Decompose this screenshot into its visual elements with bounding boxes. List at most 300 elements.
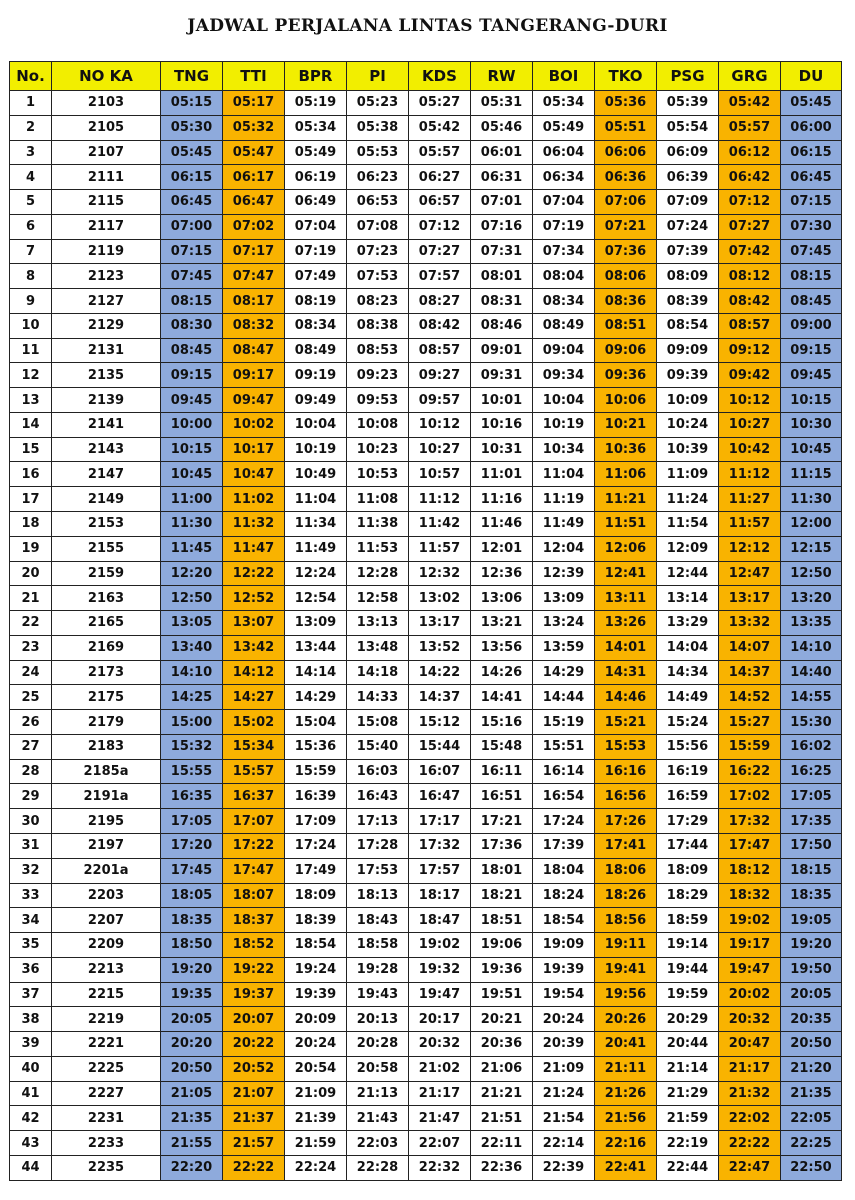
cell-boi: 13:09: [533, 586, 595, 611]
column-header-noka: NO KA: [52, 62, 161, 91]
table-row: [10, 685, 842, 710]
cell-kds: 08:42: [409, 313, 471, 338]
cell-grg: 05:57: [719, 115, 781, 140]
cell-noka: 2207: [52, 908, 161, 933]
cell-pi: 18:13: [347, 883, 409, 908]
cell-psg: 12:44: [657, 561, 719, 586]
cell-grg: 08:12: [719, 264, 781, 289]
cell-pi: 08:53: [347, 338, 409, 363]
cell-tti: 10:47: [223, 462, 285, 487]
cell-boi: 10:19: [533, 412, 595, 437]
cell-pi: 17:53: [347, 858, 409, 883]
cell-tng: 09:15: [161, 363, 223, 388]
cell-tti: 07:17: [223, 239, 285, 264]
cell-tti: 05:17: [223, 91, 285, 116]
cell-tko: 18:56: [595, 908, 657, 933]
cell-grg: 20:02: [719, 982, 781, 1007]
cell-rw: 09:01: [471, 338, 533, 363]
cell-no: 25: [10, 685, 52, 710]
table-row: [10, 140, 842, 165]
table-row: [10, 412, 842, 437]
cell-grg: 20:47: [719, 1032, 781, 1057]
cell-tng: 15:32: [161, 734, 223, 759]
cell-rw: 13:56: [471, 635, 533, 660]
cell-tng: 18:50: [161, 933, 223, 958]
cell-du: 17:50: [781, 833, 842, 858]
cell-no: 24: [10, 660, 52, 685]
cell-du: 19:20: [781, 933, 842, 958]
cell-noka: 2155: [52, 536, 161, 561]
cell-kds: 16:07: [409, 759, 471, 784]
cell-grg: 12:12: [719, 536, 781, 561]
cell-tti: 20:22: [223, 1032, 285, 1057]
cell-rw: 20:21: [471, 1007, 533, 1032]
cell-boi: 10:04: [533, 388, 595, 413]
cell-psg: 17:29: [657, 809, 719, 834]
cell-du: 21:20: [781, 1056, 842, 1081]
cell-rw: 07:16: [471, 214, 533, 239]
cell-bpr: 15:59: [285, 759, 347, 784]
cell-boi: 08:34: [533, 289, 595, 314]
cell-tti: 15:02: [223, 710, 285, 735]
cell-kds: 15:12: [409, 710, 471, 735]
cell-no: 27: [10, 734, 52, 759]
cell-bpr: 13:44: [285, 635, 347, 660]
cell-noka: 2221: [52, 1032, 161, 1057]
cell-noka: 2127: [52, 289, 161, 314]
cell-kds: 16:47: [409, 784, 471, 809]
cell-bpr: 11:34: [285, 512, 347, 537]
cell-psg: 19:14: [657, 933, 719, 958]
cell-boi: 19:39: [533, 957, 595, 982]
cell-noka: 2183: [52, 734, 161, 759]
cell-rw: 09:31: [471, 363, 533, 388]
cell-boi: 19:54: [533, 982, 595, 1007]
cell-psg: 07:24: [657, 214, 719, 239]
cell-psg: 09:09: [657, 338, 719, 363]
cell-grg: 19:02: [719, 908, 781, 933]
cell-pi: 20:13: [347, 1007, 409, 1032]
cell-tko: 20:41: [595, 1032, 657, 1057]
table-row: [10, 1032, 842, 1057]
column-header-no: No.: [10, 62, 52, 91]
cell-no: 30: [10, 809, 52, 834]
cell-tng: 15:00: [161, 710, 223, 735]
cell-psg: 21:59: [657, 1106, 719, 1131]
cell-tti: 20:07: [223, 1007, 285, 1032]
cell-rw: 16:11: [471, 759, 533, 784]
cell-bpr: 05:34: [285, 115, 347, 140]
cell-tti: 17:47: [223, 858, 285, 883]
table-body: [10, 91, 842, 1181]
cell-du: 07:45: [781, 239, 842, 264]
cell-tng: 08:30: [161, 313, 223, 338]
cell-tti: 12:52: [223, 586, 285, 611]
cell-boi: 17:39: [533, 833, 595, 858]
cell-grg: 22:47: [719, 1155, 781, 1180]
table-row: [10, 214, 842, 239]
cell-psg: 06:39: [657, 165, 719, 190]
cell-du: 22:05: [781, 1106, 842, 1131]
cell-psg: 19:44: [657, 957, 719, 982]
cell-noka: 2129: [52, 313, 161, 338]
cell-boi: 12:04: [533, 536, 595, 561]
cell-tng: 11:00: [161, 487, 223, 512]
cell-noka: 2209: [52, 933, 161, 958]
cell-noka: 2173: [52, 660, 161, 685]
cell-tng: 05:15: [161, 91, 223, 116]
cell-psg: 16:59: [657, 784, 719, 809]
cell-pi: 15:40: [347, 734, 409, 759]
table-row: [10, 512, 842, 537]
cell-tti: 13:07: [223, 611, 285, 636]
cell-pi: 22:03: [347, 1131, 409, 1156]
column-header-grg: GRG: [719, 62, 781, 91]
table-row: [10, 1106, 842, 1131]
cell-noka: 2213: [52, 957, 161, 982]
cell-noka: 2203: [52, 883, 161, 908]
cell-tng: 13:05: [161, 611, 223, 636]
cell-rw: 17:21: [471, 809, 533, 834]
table-row: [10, 115, 842, 140]
cell-noka: 2103: [52, 91, 161, 116]
cell-no: 1: [10, 91, 52, 116]
cell-pi: 06:23: [347, 165, 409, 190]
cell-rw: 10:31: [471, 437, 533, 462]
cell-tko: 17:26: [595, 809, 657, 834]
cell-tng: 14:10: [161, 660, 223, 685]
cell-rw: 11:16: [471, 487, 533, 512]
cell-kds: 17:57: [409, 858, 471, 883]
cell-grg: 06:12: [719, 140, 781, 165]
cell-du: 11:15: [781, 462, 842, 487]
cell-pi: 17:28: [347, 833, 409, 858]
cell-tko: 08:51: [595, 313, 657, 338]
cell-du: 13:20: [781, 586, 842, 611]
cell-du: 20:50: [781, 1032, 842, 1057]
cell-pi: 11:38: [347, 512, 409, 537]
cell-tti: 17:22: [223, 833, 285, 858]
cell-bpr: 12:54: [285, 586, 347, 611]
cell-du: 16:25: [781, 759, 842, 784]
cell-boi: 17:24: [533, 809, 595, 834]
cell-noka: 2175: [52, 685, 161, 710]
table-row: [10, 809, 842, 834]
cell-du: 12:50: [781, 561, 842, 586]
cell-noka: 2147: [52, 462, 161, 487]
cell-boi: 11:04: [533, 462, 595, 487]
cell-noka: 2123: [52, 264, 161, 289]
cell-grg: 10:42: [719, 437, 781, 462]
cell-rw: 21:06: [471, 1056, 533, 1081]
cell-noka: 2197: [52, 833, 161, 858]
cell-kds: 22:32: [409, 1155, 471, 1180]
cell-boi: 06:04: [533, 140, 595, 165]
cell-pi: 20:58: [347, 1056, 409, 1081]
cell-no: 11: [10, 338, 52, 363]
cell-pi: 13:13: [347, 611, 409, 636]
cell-tng: 20:20: [161, 1032, 223, 1057]
cell-grg: 21:17: [719, 1056, 781, 1081]
cell-noka: 2149: [52, 487, 161, 512]
cell-bpr: 10:04: [285, 412, 347, 437]
table-row: [10, 660, 842, 685]
cell-bpr: 22:24: [285, 1155, 347, 1180]
cell-pi: 10:08: [347, 412, 409, 437]
cell-pi: 12:28: [347, 561, 409, 586]
cell-no: 5: [10, 190, 52, 215]
cell-boi: 20:39: [533, 1032, 595, 1057]
cell-bpr: 12:24: [285, 561, 347, 586]
table-row: [10, 338, 842, 363]
cell-tng: 19:20: [161, 957, 223, 982]
cell-boi: 18:54: [533, 908, 595, 933]
cell-psg: 15:24: [657, 710, 719, 735]
cell-grg: 22:02: [719, 1106, 781, 1131]
cell-grg: 05:42: [719, 91, 781, 116]
cell-boi: 20:24: [533, 1007, 595, 1032]
cell-rw: 17:36: [471, 833, 533, 858]
cell-tng: 06:15: [161, 165, 223, 190]
cell-pi: 13:48: [347, 635, 409, 660]
cell-tko: 14:46: [595, 685, 657, 710]
cell-psg: 14:04: [657, 635, 719, 660]
cell-kds: 13:52: [409, 635, 471, 660]
cell-no: 14: [10, 412, 52, 437]
cell-grg: 06:42: [719, 165, 781, 190]
cell-tng: 15:55: [161, 759, 223, 784]
cell-tti: 15:57: [223, 759, 285, 784]
cell-grg: 11:27: [719, 487, 781, 512]
cell-no: 15: [10, 437, 52, 462]
cell-tti: 21:57: [223, 1131, 285, 1156]
cell-tng: 21:35: [161, 1106, 223, 1131]
cell-no: 29: [10, 784, 52, 809]
cell-no: 21: [10, 586, 52, 611]
cell-rw: 19:51: [471, 982, 533, 1007]
cell-no: 19: [10, 536, 52, 561]
cell-rw: 07:01: [471, 190, 533, 215]
cell-rw: 22:11: [471, 1131, 533, 1156]
cell-bpr: 19:39: [285, 982, 347, 1007]
cell-du: 09:45: [781, 363, 842, 388]
cell-kds: 14:22: [409, 660, 471, 685]
cell-tti: 18:07: [223, 883, 285, 908]
cell-pi: 19:43: [347, 982, 409, 1007]
cell-rw: 10:01: [471, 388, 533, 413]
cell-kds: 14:37: [409, 685, 471, 710]
cell-noka: 2135: [52, 363, 161, 388]
cell-psg: 07:39: [657, 239, 719, 264]
cell-du: 10:15: [781, 388, 842, 413]
cell-psg: 08:09: [657, 264, 719, 289]
cell-kds: 21:17: [409, 1081, 471, 1106]
cell-bpr: 16:39: [285, 784, 347, 809]
cell-grg: 15:59: [719, 734, 781, 759]
cell-du: 08:45: [781, 289, 842, 314]
cell-no: 31: [10, 833, 52, 858]
cell-rw: 13:06: [471, 586, 533, 611]
cell-psg: 10:24: [657, 412, 719, 437]
table-header: [10, 62, 842, 91]
cell-bpr: 15:36: [285, 734, 347, 759]
cell-boi: 11:19: [533, 487, 595, 512]
schedule-table: [9, 61, 842, 1181]
table-row: [10, 91, 842, 116]
cell-tko: 06:06: [595, 140, 657, 165]
cell-psg: 08:54: [657, 313, 719, 338]
cell-tng: 17:05: [161, 809, 223, 834]
cell-kds: 06:27: [409, 165, 471, 190]
cell-kds: 19:32: [409, 957, 471, 982]
cell-bpr: 19:24: [285, 957, 347, 982]
cell-psg: 08:39: [657, 289, 719, 314]
cell-psg: 19:59: [657, 982, 719, 1007]
cell-kds: 05:57: [409, 140, 471, 165]
cell-du: 12:15: [781, 536, 842, 561]
cell-grg: 21:32: [719, 1081, 781, 1106]
cell-bpr: 14:29: [285, 685, 347, 710]
cell-tng: 18:05: [161, 883, 223, 908]
cell-rw: 19:06: [471, 933, 533, 958]
cell-bpr: 21:59: [285, 1131, 347, 1156]
cell-rw: 21:51: [471, 1106, 533, 1131]
cell-tko: 21:56: [595, 1106, 657, 1131]
cell-kds: 13:02: [409, 586, 471, 611]
cell-du: 06:15: [781, 140, 842, 165]
cell-tko: 12:06: [595, 536, 657, 561]
cell-boi: 21:54: [533, 1106, 595, 1131]
cell-grg: 11:12: [719, 462, 781, 487]
cell-bpr: 21:39: [285, 1106, 347, 1131]
cell-no: 20: [10, 561, 52, 586]
cell-rw: 19:36: [471, 957, 533, 982]
cell-no: 34: [10, 908, 52, 933]
cell-du: 10:30: [781, 412, 842, 437]
cell-no: 43: [10, 1131, 52, 1156]
cell-bpr: 13:09: [285, 611, 347, 636]
cell-psg: 14:34: [657, 660, 719, 685]
cell-tti: 10:02: [223, 412, 285, 437]
cell-bpr: 17:24: [285, 833, 347, 858]
cell-bpr: 21:09: [285, 1081, 347, 1106]
cell-tko: 07:36: [595, 239, 657, 264]
cell-grg: 22:22: [719, 1131, 781, 1156]
cell-bpr: 09:49: [285, 388, 347, 413]
cell-tti: 07:02: [223, 214, 285, 239]
header-row: [10, 62, 842, 91]
cell-grg: 14:37: [719, 660, 781, 685]
table-row: [10, 957, 842, 982]
cell-du: 18:15: [781, 858, 842, 883]
cell-pi: 12:58: [347, 586, 409, 611]
cell-du: 07:15: [781, 190, 842, 215]
cell-bpr: 07:04: [285, 214, 347, 239]
cell-rw: 14:26: [471, 660, 533, 685]
cell-tti: 11:02: [223, 487, 285, 512]
cell-rw: 06:31: [471, 165, 533, 190]
column-header-du: DU: [781, 62, 842, 91]
table-row: [10, 264, 842, 289]
cell-rw: 16:51: [471, 784, 533, 809]
column-header-kds: KDS: [409, 62, 471, 91]
cell-grg: 12:47: [719, 561, 781, 586]
cell-kds: 10:27: [409, 437, 471, 462]
cell-tng: 10:00: [161, 412, 223, 437]
cell-tti: 18:52: [223, 933, 285, 958]
cell-tng: 10:45: [161, 462, 223, 487]
cell-tng: 11:45: [161, 536, 223, 561]
cell-boi: 15:51: [533, 734, 595, 759]
cell-pi: 11:53: [347, 536, 409, 561]
cell-psg: 15:56: [657, 734, 719, 759]
cell-psg: 21:14: [657, 1056, 719, 1081]
cell-tko: 10:36: [595, 437, 657, 462]
cell-psg: 18:09: [657, 858, 719, 883]
cell-bpr: 08:49: [285, 338, 347, 363]
cell-boi: 09:04: [533, 338, 595, 363]
cell-boi: 08:04: [533, 264, 595, 289]
cell-grg: 18:12: [719, 858, 781, 883]
cell-bpr: 09:19: [285, 363, 347, 388]
column-header-boi: BOI: [533, 62, 595, 91]
cell-tko: 13:11: [595, 586, 657, 611]
cell-pi: 07:53: [347, 264, 409, 289]
cell-boi: 05:34: [533, 91, 595, 116]
cell-grg: 14:07: [719, 635, 781, 660]
cell-bpr: 07:49: [285, 264, 347, 289]
table-row: [10, 165, 842, 190]
cell-pi: 15:08: [347, 710, 409, 735]
cell-kds: 11:42: [409, 512, 471, 537]
cell-tti: 11:47: [223, 536, 285, 561]
cell-tti: 15:34: [223, 734, 285, 759]
cell-psg: 14:49: [657, 685, 719, 710]
cell-du: 10:45: [781, 437, 842, 462]
cell-tko: 09:36: [595, 363, 657, 388]
cell-rw: 15:48: [471, 734, 533, 759]
cell-boi: 08:49: [533, 313, 595, 338]
cell-tng: 21:05: [161, 1081, 223, 1106]
cell-no: 6: [10, 214, 52, 239]
cell-du: 13:35: [781, 611, 842, 636]
cell-kds: 18:47: [409, 908, 471, 933]
cell-rw: 12:36: [471, 561, 533, 586]
cell-kds: 15:44: [409, 734, 471, 759]
cell-rw: 06:01: [471, 140, 533, 165]
cell-kds: 22:07: [409, 1131, 471, 1156]
cell-bpr: 10:19: [285, 437, 347, 462]
cell-boi: 18:04: [533, 858, 595, 883]
cell-no: 4: [10, 165, 52, 190]
cell-rw: 10:16: [471, 412, 533, 437]
cell-tng: 09:45: [161, 388, 223, 413]
cell-grg: 17:02: [719, 784, 781, 809]
cell-tng: 20:50: [161, 1056, 223, 1081]
cell-du: 19:50: [781, 957, 842, 982]
cell-noka: 2159: [52, 561, 161, 586]
cell-kds: 11:12: [409, 487, 471, 512]
cell-no: 10: [10, 313, 52, 338]
cell-du: 14:10: [781, 635, 842, 660]
cell-boi: 21:09: [533, 1056, 595, 1081]
cell-rw: 05:46: [471, 115, 533, 140]
cell-rw: 08:31: [471, 289, 533, 314]
cell-pi: 09:23: [347, 363, 409, 388]
cell-bpr: 14:14: [285, 660, 347, 685]
cell-kds: 05:42: [409, 115, 471, 140]
cell-tko: 14:31: [595, 660, 657, 685]
